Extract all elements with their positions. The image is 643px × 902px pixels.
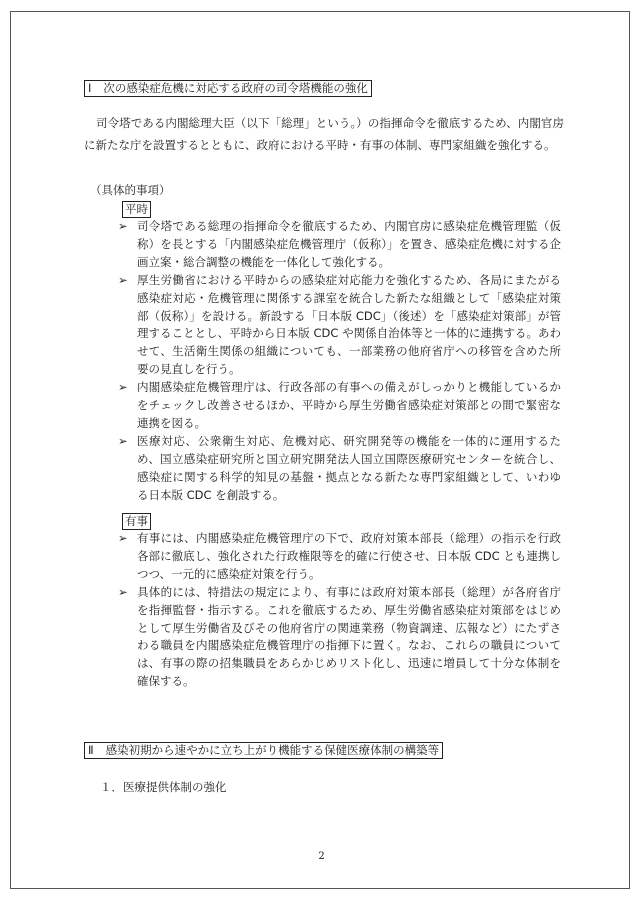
bullet-arrow-icon: ➢ [118,584,128,599]
list-item [118,379,561,433]
emergency-item-1: 有事には、内閣感染症危機管理庁の下で、政府対策本部長（総理）の指示を行政各部に徹底し、強化された行政権限等を的確に行使させ、日本版 CDC とも連携しつつ、一元的に感染症対策を行う。 [137,531,561,581]
section-1-heading [84,80,372,97]
page-number: 2 [318,851,325,862]
bullet-arrow-icon: ➢ [118,272,128,287]
peacetime-item-3: 内閣感染症危機管理庁は、行政各部の有事への備えがしっかりと機能しているかをチェックし改善させるほか、平時から厚生労働省感染症対策部との間で緊密な連携を図る。 [137,380,561,430]
section-2-heading [84,742,443,759]
subsection-heading: １．医療提供体制の強化 [100,780,227,794]
specifics-label: （具体的事項） [90,183,171,197]
section-1-number: Ⅰ [88,81,92,95]
emergency-label: 有事 [122,513,151,530]
peacetime-item-1: 司令塔である総理の指揮命令を徹底するため、内閣官房に感染症危機管理監（仮称）を長とする「内閣感染症危機管理庁（仮称）」を置き、感染症危機に対する企画立案・総合調整の機能を一体化して強化する。 [137,219,561,269]
section-2-title: 感染初期から速やかに立ち上がり機能する保健医療体制の構築等 [105,743,440,757]
list-item [118,584,561,691]
section-1-intro: 司令塔である内閣総理大臣（以下「総理」という。）の指揮命令を徹底するため、内閣官房に新たな庁を設置するとともに、政府における平時・有事の体制、専門家組織を強化する。 [84,116,564,152]
bullet-arrow-icon: ➢ [118,219,128,233]
emergency-list [118,530,561,691]
list-item [118,433,561,505]
list-item [118,272,561,379]
peacetime-label: 平時 [122,201,151,218]
bullet-arrow-icon: ➢ [118,433,128,448]
bullet-arrow-icon: ➢ [118,531,128,545]
section-2-number: Ⅱ [88,743,94,757]
list-item [118,530,561,584]
emergency-item-2: 具体的には、特措法の規定により、有事には政府対策本部長（総理）が各府省庁を指揮監督・指示する。これを徹底するため、厚生労働省感染症対策部をはじめとして厚生労働省及びその他府省庁の関連業務（物資調達、広報など）にたずさわる職員を内閣感染症危機管理庁の指揮下に置く。なお、これらの職員については、有事の際の招集職員をあらかじめリスト化し、迅速に増員して十分な体制を確保する。 [137,584,561,689]
section-1-title: 次の感染症危機に対応する政府の司令塔機能の強化 [103,81,368,95]
peacetime-item-4: 医療対応、公衆衛生対応、危機対応、研究開発等の機能を一体的に運用するため、国立感染症研究所と国立研究開発法人国立国際医療研究センターを統合し、感染症に関する科学的知見の基盤・拠点となる新たな専門家組織として、いわゆる日本版 CDC を創設する。 [137,433,561,502]
bullet-arrow-icon: ➢ [118,380,128,395]
peacetime-list [118,218,561,505]
list-item [118,218,561,272]
peacetime-item-2: 厚生労働省における平時からの感染症対応能力を強化するため、各局にまたがる感染症対応・危機管理に関係する課室を統合した新たな組織として「感染症対策部（仮称）」を設ける。新設する「日本版 CDC」（後述）を「感染症対策部」が管理することとし、平時から日本版 CDC や関係自治体等と一体的に連携する。あわせて、生活衛生関係の組織についても、一部業務の他府省庁への移管を含めた所要の見直しを行う。 [137,272,561,377]
